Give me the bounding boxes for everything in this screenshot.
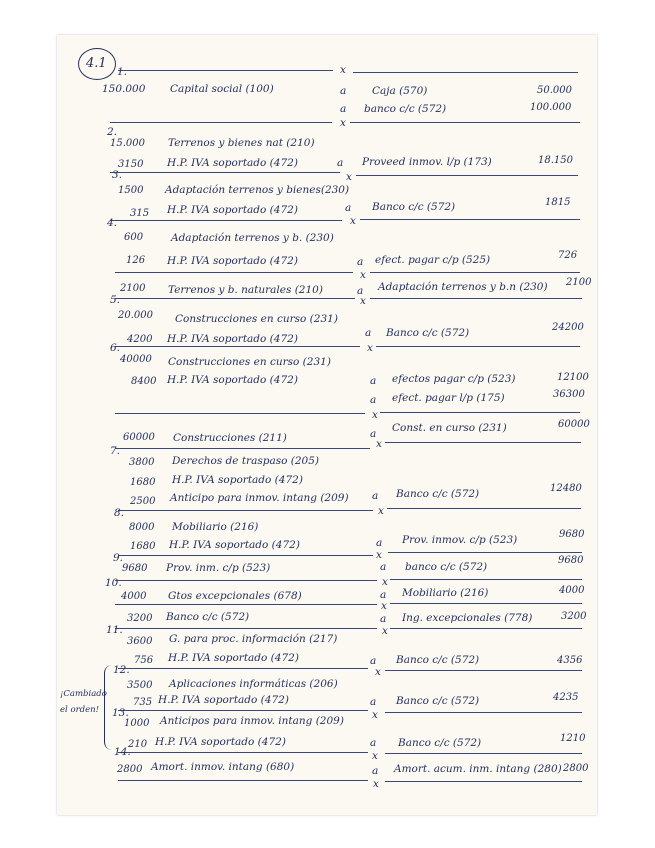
journal-divider-rule xyxy=(390,579,582,580)
journal-divider-rule xyxy=(110,220,342,221)
journal-text: x xyxy=(340,117,346,129)
journal-text: x xyxy=(350,215,356,227)
journal-text: 15.000 xyxy=(110,138,145,149)
journal-text: x xyxy=(376,549,382,561)
journal-divider-rule xyxy=(118,780,368,781)
journal-text: 315 xyxy=(130,208,150,219)
journal-text: banco c/c (572) xyxy=(364,103,447,115)
journal-text: Banco c/c (572) xyxy=(396,488,480,500)
journal-text: 1000 xyxy=(124,718,150,729)
journal-divider-rule xyxy=(118,70,333,71)
journal-text: Banco c/c (572) xyxy=(396,695,480,707)
journal-text: a xyxy=(370,428,377,440)
journal-text: 24200 xyxy=(552,322,584,333)
journal-text: 3. xyxy=(112,169,123,181)
journal-text: 1680 xyxy=(130,477,156,488)
journal-text: efectos pagar c/p (523) xyxy=(392,373,516,385)
journal-text: Terrenos y bienes nat (210) xyxy=(168,137,315,149)
journal-text: 9. xyxy=(113,552,124,564)
journal-text: H.P. IVA soportado (472) xyxy=(155,736,286,748)
journal-text: 726 xyxy=(558,250,578,261)
journal-text: a xyxy=(376,537,383,549)
journal-text: x xyxy=(375,666,381,678)
journal-text: 756 xyxy=(134,655,154,666)
journal-text: x xyxy=(381,600,387,612)
journal-text: 210 xyxy=(128,739,148,750)
journal-divider-rule xyxy=(115,448,370,449)
journal-divider-rule xyxy=(385,442,581,443)
journal-text: 2500 xyxy=(130,496,156,507)
journal-text: x xyxy=(372,750,378,762)
journal-text: x xyxy=(360,295,366,307)
journal-text: 8400 xyxy=(131,376,157,387)
journal-divider-rule xyxy=(353,72,578,73)
journal-text: 11. xyxy=(106,624,123,636)
journal-text: Banco c/c (572) xyxy=(386,327,470,339)
journal-text: 3150 xyxy=(118,159,144,170)
journal-divider-rule xyxy=(390,628,582,629)
journal-text: 126 xyxy=(126,255,146,266)
journal-text: 4. xyxy=(107,217,118,229)
journal-text: 3800 xyxy=(129,457,155,468)
journal-divider-rule xyxy=(385,781,582,782)
journal-text: 2800 xyxy=(563,763,589,774)
journal-text: 3200 xyxy=(127,613,153,624)
journal-text: 1815 xyxy=(545,197,571,208)
journal-text: Aplicaciones informáticas (206) xyxy=(169,678,338,690)
journal-text: 1680 xyxy=(130,541,156,552)
journal-text: a xyxy=(370,696,377,708)
journal-divider-rule xyxy=(356,175,578,176)
journal-divider-rule xyxy=(350,122,580,123)
journal-text: 4235 xyxy=(553,692,579,703)
journal-text: efect. pagar l/p (175) xyxy=(392,392,505,404)
journal-text: H.P. IVA soportado (472) xyxy=(169,539,300,551)
journal-divider-rule xyxy=(390,603,582,604)
journal-text: H.P. IVA soportado (472) xyxy=(168,652,299,664)
journal-divider-rule xyxy=(385,712,582,713)
journal-text: 5. xyxy=(110,294,121,306)
journal-text: Const. en curso (231) xyxy=(392,422,507,434)
journal-text: 40000 xyxy=(120,354,152,365)
journal-text: Prov. inm. c/p (523) xyxy=(166,562,271,574)
journal-text: a xyxy=(372,765,379,777)
journal-divider-rule xyxy=(385,670,582,671)
journal-divider-rule xyxy=(118,710,368,711)
journal-text: Gtos excepcionales (678) xyxy=(168,590,302,602)
journal-text: x xyxy=(346,171,352,183)
journal-text: 7. xyxy=(110,445,121,457)
journal-text: 13. xyxy=(112,707,129,719)
margin-note-line-1: ¡Cambiado xyxy=(60,689,107,699)
journal-text: Caja (570) xyxy=(372,85,428,97)
journal-divider-rule xyxy=(388,552,582,553)
journal-divider-rule xyxy=(118,510,373,511)
journal-text: 9680 xyxy=(558,555,584,566)
journal-text: 100.000 xyxy=(530,102,572,113)
journal-text: Ing. excepcionales (778) xyxy=(402,612,533,624)
journal-divider-rule xyxy=(370,298,582,299)
journal-text: Anticipo para inmov. intang (209) xyxy=(170,492,349,504)
journal-divider-rule xyxy=(118,668,368,669)
journal-divider-rule xyxy=(118,555,373,556)
journal-text: H.P. IVA soportado (472) xyxy=(158,694,289,706)
journal-text: a xyxy=(357,285,364,297)
journal-text: 1500 xyxy=(118,185,144,196)
margin-note-line-2: el orden! xyxy=(60,705,99,715)
journal-text: x xyxy=(360,269,366,281)
journal-text: 20.000 xyxy=(118,310,153,321)
journal-text: 8. xyxy=(114,507,125,519)
journal-text: 12. xyxy=(113,664,130,676)
journal-text: x xyxy=(376,438,382,450)
journal-divider-rule xyxy=(115,272,353,273)
journal-text: a xyxy=(372,490,379,502)
journal-text: Amort. inmov. intang (680) xyxy=(151,761,295,773)
journal-divider-rule xyxy=(387,508,581,509)
journal-text: efect. pagar c/p (525) xyxy=(375,254,491,266)
journal-text: 2800 xyxy=(117,764,143,775)
journal-text: Amort. acum. inm. intang (280) xyxy=(394,763,562,775)
journal-text: 2100 xyxy=(120,283,146,294)
journal-text: 735 xyxy=(133,697,153,708)
journal-text: a xyxy=(370,737,377,749)
journal-text: Capital social (100) xyxy=(170,83,274,95)
journal-text: 50.000 xyxy=(537,85,572,96)
journal-text: 36300 xyxy=(553,389,585,400)
journal-text: a xyxy=(340,103,347,115)
journal-divider-rule xyxy=(360,219,580,220)
journal-text: Construcciones en curso (231) xyxy=(175,313,338,325)
journal-text: x xyxy=(372,409,378,421)
journal-text: 18.150 xyxy=(538,155,573,166)
journal-text: a xyxy=(365,327,372,339)
journal-text: 4000 xyxy=(121,591,147,602)
journal-text: 12100 xyxy=(557,372,589,383)
journal-text: G. para proc. información (217) xyxy=(169,633,338,645)
journal-divider-rule xyxy=(115,298,355,299)
journal-text: a xyxy=(380,589,387,601)
journal-divider-rule xyxy=(115,580,377,581)
journal-text: H.P. IVA soportado (472) xyxy=(167,204,298,216)
journal-text: 2. xyxy=(107,126,118,138)
journal-text: 2100 xyxy=(566,277,592,288)
journal-divider-rule xyxy=(376,346,580,347)
journal-text: a xyxy=(357,256,364,268)
journal-text: Anticipos para inmov. intang (209) xyxy=(160,715,344,727)
journal-text: 60000 xyxy=(558,419,590,430)
journal-text: 1210 xyxy=(560,733,586,744)
journal-text: Adaptación terrenos y bienes(230) xyxy=(165,184,350,196)
journal-text: a xyxy=(370,375,377,387)
journal-divider-rule xyxy=(110,122,332,123)
journal-text: Terrenos y b. naturales (210) xyxy=(168,284,323,296)
journal-text: 8000 xyxy=(129,522,155,533)
journal-divider-rule xyxy=(370,272,580,273)
journal-text: H.P. IVA soportado (472) xyxy=(167,157,298,169)
journal-text: 10. xyxy=(105,577,122,589)
journal-text: H.P. IVA soportado (472) xyxy=(167,374,298,386)
journal-text: Banco c/c (572) xyxy=(166,611,250,623)
journal-divider-rule xyxy=(115,413,365,414)
journal-text: 60000 xyxy=(123,432,155,443)
journal-text: 600 xyxy=(124,232,144,243)
journal-text: 4000 xyxy=(559,585,585,596)
journal-text: x xyxy=(382,625,388,637)
journal-text: Derechos de traspaso (205) xyxy=(172,455,319,467)
journal-divider-rule xyxy=(115,604,377,605)
journal-text: Mobiliario (216) xyxy=(402,587,489,599)
journal-text: x xyxy=(372,709,378,721)
journal-divider-rule xyxy=(115,628,377,629)
journal-text: a xyxy=(340,85,347,97)
journal-text: H.P. IVA soportado (472) xyxy=(167,333,298,345)
journal-text: x xyxy=(367,342,373,354)
journal-text: Construcciones (211) xyxy=(173,432,287,444)
journal-text: a xyxy=(380,613,387,625)
exercise-number: 4.1 xyxy=(86,56,107,71)
journal-text: 9680 xyxy=(559,529,585,540)
journal-text: 150.000 xyxy=(102,83,146,95)
journal-text: Banco c/c (572) xyxy=(396,654,480,666)
journal-text: Construcciones en curso (231) xyxy=(168,356,331,368)
journal-text: 3200 xyxy=(561,611,587,622)
journal-text: a xyxy=(345,202,352,214)
journal-divider-rule xyxy=(380,412,580,413)
journal-text: Proveed inmov. l/p (173) xyxy=(362,156,492,168)
journal-text: x xyxy=(373,778,379,790)
journal-text: Prov. inmov. c/p (523) xyxy=(402,534,518,546)
journal-divider-rule xyxy=(110,172,340,173)
journal-text: Adaptación terrenos y b. (230) xyxy=(171,232,334,244)
journal-text: a xyxy=(380,561,387,573)
journal-text: a xyxy=(370,655,377,667)
journal-text: Mobiliario (216) xyxy=(172,521,259,533)
journal-text: 6. xyxy=(110,342,121,354)
journal-text: H.P. IVA soportado (472) xyxy=(167,255,298,267)
journal-text: banco c/c (572) xyxy=(405,561,488,573)
journal-text: a xyxy=(337,157,344,169)
journal-text: 4356 xyxy=(557,655,583,666)
journal-text: 4200 xyxy=(127,334,153,345)
journal-text: Banco c/c (572) xyxy=(372,201,456,213)
journal-divider-rule xyxy=(118,752,368,753)
journal-text: a xyxy=(370,394,377,406)
journal-divider-rule xyxy=(385,753,582,754)
journal-text: x xyxy=(340,64,346,76)
journal-text: 1. xyxy=(117,66,128,78)
journal-text: Banco c/c (572) xyxy=(398,737,482,749)
journal-text: x xyxy=(378,505,384,517)
journal-text: 12480 xyxy=(550,483,582,494)
journal-text: H.P. IVA soportado (472) xyxy=(172,474,303,486)
journal-text: 14. xyxy=(114,746,131,758)
journal-text: 9680 xyxy=(122,563,148,574)
journal-text: 3600 xyxy=(127,636,153,647)
journal-text: Adaptación terrenos y b.n (230) xyxy=(378,281,548,293)
journal-text: x xyxy=(382,576,388,588)
journal-divider-rule xyxy=(115,346,360,347)
journal-text: 3500 xyxy=(127,680,153,691)
